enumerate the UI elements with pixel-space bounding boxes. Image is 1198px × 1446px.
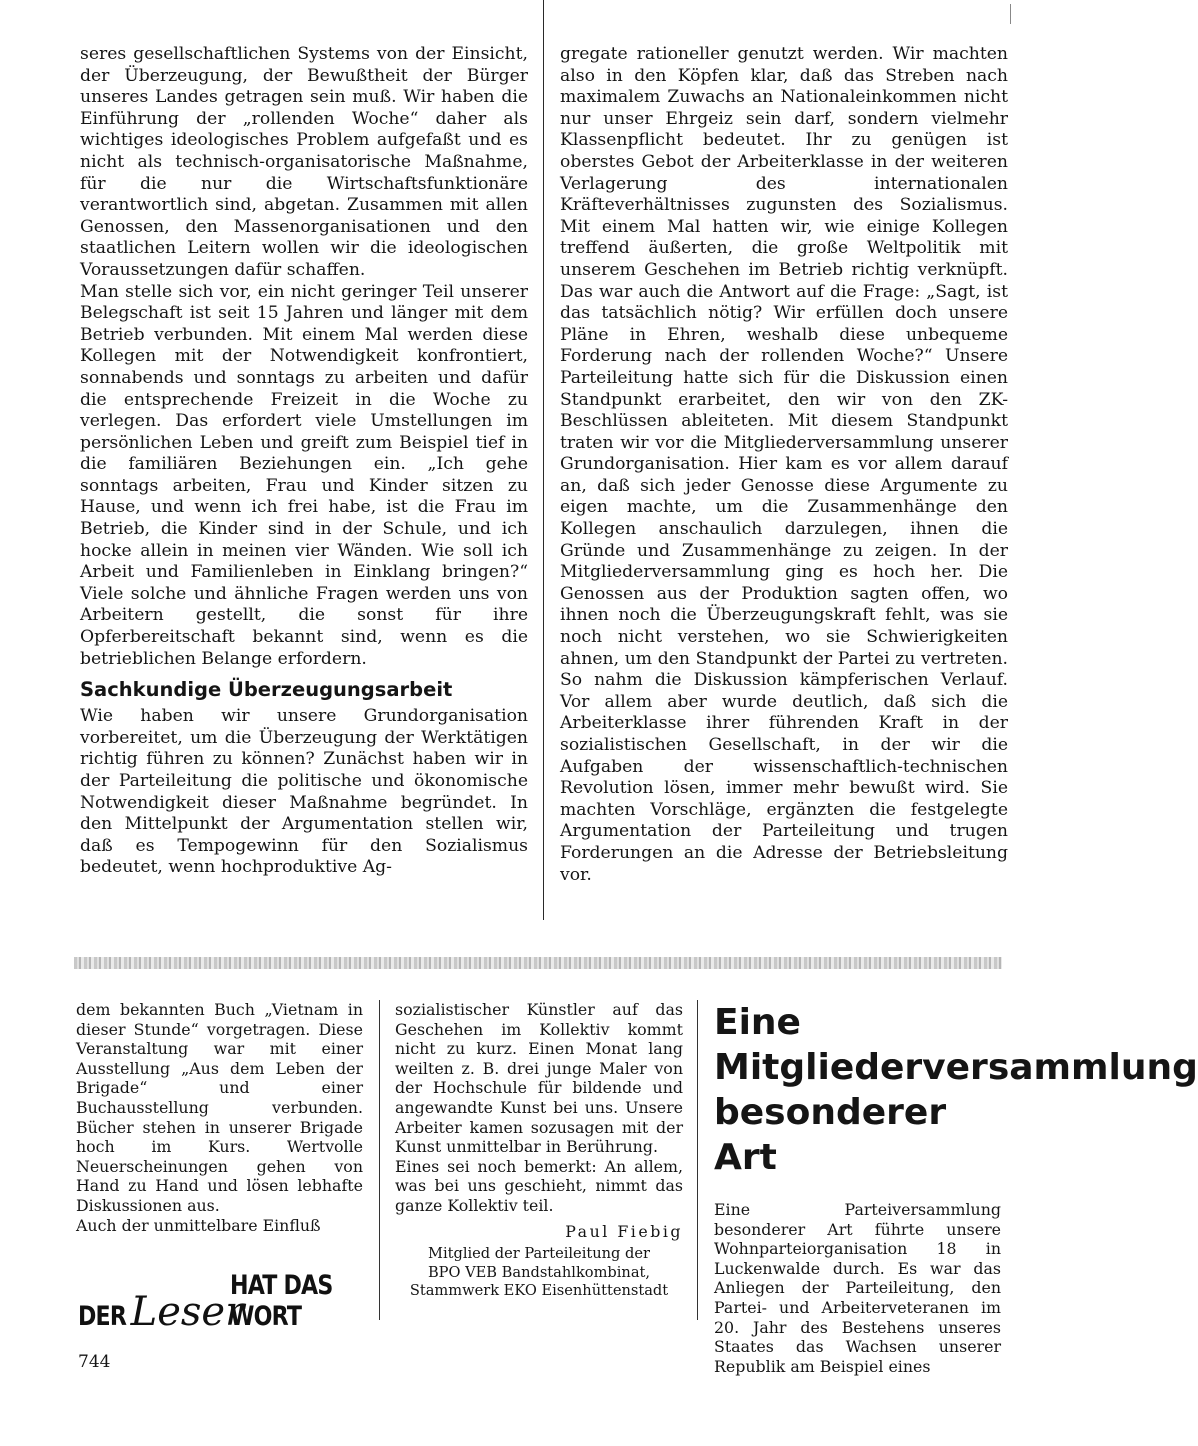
logo-word: DER xyxy=(78,1301,127,1332)
paragraph: gregate rationeller genutzt werden. Wir machten also in den Köpfen klar, daß das Streben nach maximalem Zuwachs an Nationaleinkommen nicht nur unser Ehrgeiz sein darf, sondern vielmehr Klassenpflicht bedeutet. Ihr zu genügen ist oberstes Gebot der Arbeiterklasse in der weiteren Verlagerung des internationalen Kräfteverhältnisses zugunsten des Sozialismus. Mit einem Mal hatten wir, wie einige Kollegen treffend äußerten, die große Weltpolitik mit unserem Geschehen im Betrieb richtig verknüpft. Das war auch die Antwort auf die Frage: „Sagt, ist das tatsächlich nötig? Wir erfüllen doch unsere Pläne in Ehren, weshalb diese unbequeme Forderung nach der rollenden Woche?“ Unsere Parteileitung hatte sich für die Diskussion einen Standpunkt erarbeitet, den wir von den ZK-Beschlüssen ableiteten. Mit diesem Standpunkt traten wir vor die Mitgliederversammlung unserer Grundorganisation. Hier kam es vor allem darauf an, daß sich jeder Genosse diese Argumente zu eigen machte, um die Zusammenhänge den Kollegen anschaulich darzulegen, ihnen die Gründe und Zusammenhänge zu zeigen. In der Mitgliederversammlung ging es hoch her. Die Genossen aus der Produktion sagten offen, wo ihnen noch die Überzeugungskraft fehlt, was sie noch nicht verstehen, wo sie Schwierigkeiten ahnen, um den Standpunkt der Partei zu vertreten. So nahm die Diskussion kämpferischen Verlauf. Vor allem aber wurde deutlich, daß sich die Arbeiterklasse ihrer führenden Kraft in der sozialistischen Gesellschaft, in der wir die Aufgaben der wissenschaftlich-technischen Revolution lösen, immer mehr bewußt wird. Sie machten Vorschläge, ergänzten die festgelegte Argumentation der Parteileitung und trugen Forderungen an die Adresse der Betriebsleitung vor. xyxy=(560,44,1008,885)
scan-mark xyxy=(1010,4,1011,24)
page-number: 744 xyxy=(78,1352,111,1372)
logo-script-word: Leser xyxy=(130,1289,245,1335)
section-subheading: Sachkundige Überzeugungsarbeit xyxy=(80,678,453,702)
paragraph: Wie haben wir unsere Grundorganisation vorbereitet, um die Überzeugung der Werktätigen richtig führen zu können? Zunächst haben wir in der Parteileitung die politische und ökonomische Notwendigkeit dieser Maßnahme begründet. In den Mittelpunkt der Argumentation stellen wir, daß es Tempogewinn für den Sozialismus bedeutet, wenn hochproduktive Ag- xyxy=(80,706,528,878)
author-signature: Paul Fiebig xyxy=(565,1221,683,1241)
affiliation-line: Stammwerk EKO Eisenhüttenstadt xyxy=(409,1282,669,1300)
author-affiliation xyxy=(395,1245,683,1301)
article-title: Eine Mitgliederversammlung besonderer Art xyxy=(714,1002,1198,1178)
bottom-column-right xyxy=(714,1000,1198,1376)
bottom-column-left xyxy=(76,1000,363,1235)
article-column-right xyxy=(560,44,1008,886)
bottom-column-middle xyxy=(395,1000,683,1301)
section-separator xyxy=(74,957,1002,969)
section-logo xyxy=(78,1270,360,1335)
paragraph: seres gesellschaftlichen Systems von der Einsicht, der Überzeugung, der Bewußtheit der Bürger unseres Landes getragen sein muß. Wir haben die Einführung der „rollenden Woche“ daher als wichtiges ideologisches Problem aufgefaßt und es nicht als technisch-organisatorische Maßnahme, für die nur die Wirtschaftsfunktionäre verantwortlich sind, abgetan. Zusammen mit allen Genossen, den Massenorganisationen und den staatlichen Leitern wollen wir die ideologischen Voraussetzungen dafür schaffen. xyxy=(80,44,528,280)
paragraph: Eine Parteiversammlung besonderer Art führte unsere Wohnparteiorganisation 18 in Luckenwalde durch. Es war das Anliegen der Parteileitung, den Partei- und Arbeiterveteranen im 20. Jahr des Bestehens unseres Staates das Wachsen unserer Republik am Beispiel eines xyxy=(714,1200,1001,1376)
paragraph: Eines sei noch bemerkt: An allem, was bei uns geschieht, nimmt das ganze Kollektiv teil. xyxy=(395,1156,683,1215)
column-divider xyxy=(543,0,544,920)
logo-word: HAT DAS WORT xyxy=(230,1270,333,1332)
column-divider xyxy=(697,1000,698,1320)
affiliation-line: Mitglied der Parteileitung der xyxy=(428,1245,650,1263)
paragraph: Man stelle sich vor, ein nicht geringer Teil unserer Belegschaft ist seit 15 Jahren und länger mit dem Betrieb verbunden. Mit einem Mal werden diese Kollegen mit der Notwendigkeit konfrontiert, sonnabends und sonntags zu arbeiten und dafür die entsprechende Freizeit in die Woche zu verlegen. Das erfordert viele Umstellungen im persönlichen Leben und greift zum Beispiel tief in die familiären Beziehungen ein. „Ich gehe sonntags arbeiten, Frau und Kinder sitzen zu Hause, und wenn ich frei habe, ist die Frau im Betrieb, die Kinder sind in der Schule, und ich hocke allein in meinen vier Wänden. Wie soll ich Arbeit und Familienleben in Einklang bringen?“ Viele solche und ähnliche Fragen werden uns von Arbeitern gestellt, die sonst für ihre Opferbereitschaft bekannt sind, wenn es die betrieblichen Belange erfordern. xyxy=(80,281,528,669)
paragraph: sozialistischer Künstler auf das Geschehen im Kollektiv kommt nicht zu kurz. Einen Monat lang weilten z. B. drei junge Maler von der Hochschule für bildende und angewandte Kunst bei uns. Unsere Arbeiter kamen sozusagen mit der Kunst unmittelbar in Berührung. xyxy=(395,1000,683,1157)
affiliation-line: BPO VEB Bandstahlkombinat, xyxy=(427,1263,651,1281)
column-divider xyxy=(379,1000,380,1320)
paragraph: dem bekannten Buch „Vietnam in dieser Stunde“ vorgetragen. Diese Veranstaltung war mit einer Ausstellung „Aus dem Leben der Brigade“ und einer Buchausstellung verbunden. Bücher stehen in unserer Brigade hoch im Kurs. Wertvolle Neuerscheinungen gehen von Hand zu Hand und lösen lebhafte Diskussionen aus. xyxy=(76,1000,363,1215)
paragraph: Auch der unmittelbare Einfluß xyxy=(76,1215,321,1235)
article-column-left xyxy=(80,44,528,879)
